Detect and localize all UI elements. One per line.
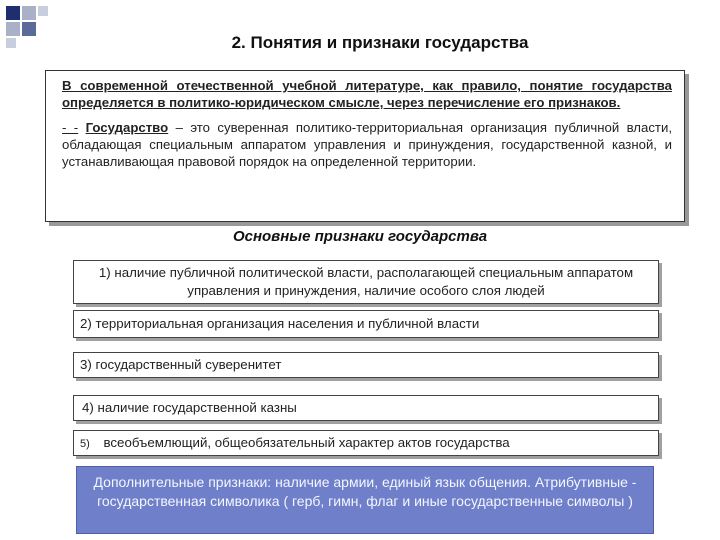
corner-square [6,38,16,48]
feature-item [73,310,659,338]
corner-square [22,22,36,36]
slide-title: 2. Понятия и признаки государства [231,33,529,52]
feature-text: наличие государственной казны [97,400,297,415]
additional-features-text: Дополнительные признаки: наличие армии, единый язык общения. Атрибутивные - государственная символика ( герб, гимн, флаг и иные государственные символы ) [93,474,637,509]
definition-text: – это суверенная политико-территориальная организация публичной власти, обладающая специальным аппаратом управления и принуждения, государственной казной, и устанавливающая правовой порядок на определенной территории. [62,120,672,169]
feature-number: 5) [80,438,90,450]
feature-number: 2) [80,316,92,331]
corner-square [6,6,20,20]
features-title: Основные признаки государства [232,228,488,245]
corner-square [6,22,20,36]
feature-item [73,260,659,304]
feature-text: территориальная организация населения и публичной власти [95,316,480,331]
feature-text: наличие публичной политической власти, располагающей специальным аппаратом управления и принуждения, наличие особого слоя людей [114,265,634,298]
feature-text: всеобъемлющий, общеобязательный характер актов государства [103,435,510,450]
feature-item [73,352,659,378]
feature-number: 4) [82,400,94,415]
feature-number: 3) [80,357,92,372]
definition-term: Государство [85,120,169,135]
additional-features-box [76,466,654,534]
definition-paragraph [62,119,672,170]
definition-intro: В современной отечественной учебной литературе, как правило, понятие государства определяется в политико-юридическом смысле, через перечисление его признаков. [62,78,672,110]
feature-item [73,395,659,421]
feature-number: 1) [98,265,111,280]
feature-text: государственный суверенитет [95,357,282,372]
feature-item [73,430,659,456]
definition-box [45,70,685,222]
corner-square [38,6,48,16]
corner-square [22,6,36,20]
dash-mark: - - [62,120,79,135]
